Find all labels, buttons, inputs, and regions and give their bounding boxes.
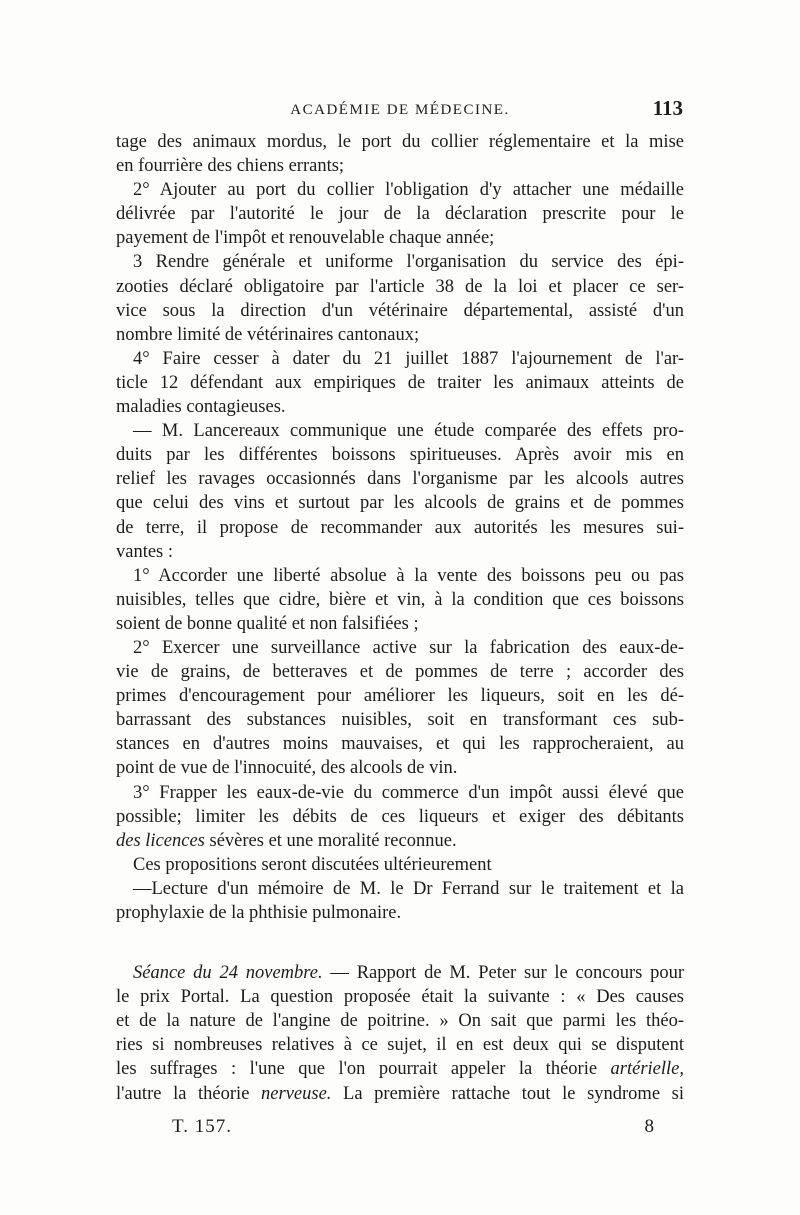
text-line: 4° Faire cesser à dater du 21 juillet 1887 l'ajournement de l'ar-: [133, 348, 684, 369]
text-fragment: La première rattache tout le syndrome si: [343, 1083, 684, 1104]
text-line: — M. Lancereaux communique une étude comparée des effets pro-: [133, 421, 684, 442]
text-line: 3 Rendre générale et uniforme l'organisation du service des épi-: [133, 252, 684, 273]
text-line: stances en d'autres moins mauvaises, et qui les rapprocheraient, au: [116, 734, 684, 755]
page-footer: [172, 1116, 654, 1142]
text-line: et de la nature de l'angine de poitrine. » On sait que parmi les théo-: [116, 1011, 684, 1032]
text-line: payement de l'impôt et renouvelable chaque année;: [116, 228, 495, 249]
text-line: en fourrière des chiens errants;: [116, 156, 345, 177]
signature-number: 8: [644, 1116, 654, 1137]
body-text: [116, 130, 684, 1106]
italic-licences: des licences: [116, 830, 205, 851]
running-title: ACADÉMIE DE MÉDECINE.: [290, 102, 510, 118]
text-line: ries si nombreuses relatives à ce sujet, il en est deux qui se disputent: [116, 1035, 684, 1056]
text-line: soient de bonne qualité et non falsifiées ;: [116, 613, 419, 634]
italic-arterielle: artérielle,: [610, 1059, 684, 1080]
section-gap: [116, 925, 684, 961]
text-line: point de vue de l'innocuité, des alcools de vin.: [116, 758, 458, 779]
text-fragment: —: [322, 963, 357, 984]
text-line: [116, 1082, 684, 1106]
text-fragment: sévères et une moralité reconnue.: [209, 830, 457, 851]
text-line: que celui des vins et surtout par les alcools de grains et de pommes: [116, 493, 684, 514]
text-line: prophylaxie de la phthisie pulmonaire.: [116, 903, 402, 923]
text-line: relief les ravages occasionnés dans l'organisme par les alcools autres: [116, 469, 684, 490]
text-line: 1° Accorder une liberté absolue à la vente des boissons peu ou pas: [133, 565, 684, 586]
text-line: primes d'encouragement pour améliorer les liqueurs, soit en les dé-: [116, 686, 684, 707]
text-line: nuisibles, telles que cidre, bière et vin, à la condition que ces boissons: [116, 589, 684, 610]
text-line: —Lecture d'un mémoire de M. le Dr Ferrand sur le traitement et la: [133, 878, 684, 899]
text-line: ticle 12 défendant aux empiriques de traiter les animaux atteints de: [116, 372, 684, 393]
text-line: 2° Exercer une surveillance active sur la fabrication des eaux-de-: [133, 637, 684, 658]
text-line: de terre, il propose de recommander aux autorités les mesures sui-: [116, 517, 684, 538]
text-line: tage des animaux mordus, le port du collier réglementaire et la mise: [116, 132, 684, 152]
italic-seance-date: Séance du 24 novembre.: [133, 963, 323, 984]
text-line: possible; limiter les débits de ces liqueurs et exiger des débitants: [116, 806, 684, 827]
text-line: [116, 829, 684, 853]
text-fragment: l'autre la théorie: [116, 1083, 250, 1104]
text-line: 3° Frapper les eaux-de-vie du commerce d'un impôt aussi élevé que: [133, 782, 684, 803]
page-header: [115, 96, 685, 126]
text-line: nombre limité de vétérinaires cantonaux;: [116, 324, 420, 345]
text-line: 2° Ajouter au port du collier l'obligation d'y attacher une médaille: [133, 180, 684, 201]
text-line: [116, 961, 684, 985]
text-line: vice sous la direction d'un vétérinaire départemental, assisté d'un: [116, 300, 684, 321]
text-line: délivrée par l'autorité le jour de la déclaration prescrite pour le: [116, 204, 684, 225]
text-line: [116, 1057, 684, 1081]
text-line: maladies contagieuses.: [116, 397, 286, 418]
text-line: duits par les différentes boissons spiritueuses. Après avoir mis en: [116, 445, 684, 466]
text-line: vantes :: [116, 541, 174, 562]
signature-mark: T. 157.: [172, 1116, 232, 1137]
text-fragment: Rapport de M. Peter sur le concours pour: [356, 963, 684, 984]
text-fragment: les suffrages : l'une que l'on pourrait appeler la théorie: [116, 1059, 598, 1080]
page-number: 113: [652, 96, 683, 120]
text-line: zooties déclaré obligatoire par l'article 38 de la loi et placer ce ser-: [116, 276, 684, 297]
italic-nerveuse: nerveuse.: [261, 1083, 332, 1104]
text-line: barrassant des substances nuisibles, soit en transformant ces sub-: [116, 710, 684, 731]
text-line: vie de grains, de betteraves et de pommes de terre ; accorder des: [116, 662, 684, 683]
text-line: le prix Portal. La question proposée était la suivante : « Des causes: [116, 987, 684, 1008]
text-line: Ces propositions seront discutées ultérieurement: [133, 854, 492, 875]
